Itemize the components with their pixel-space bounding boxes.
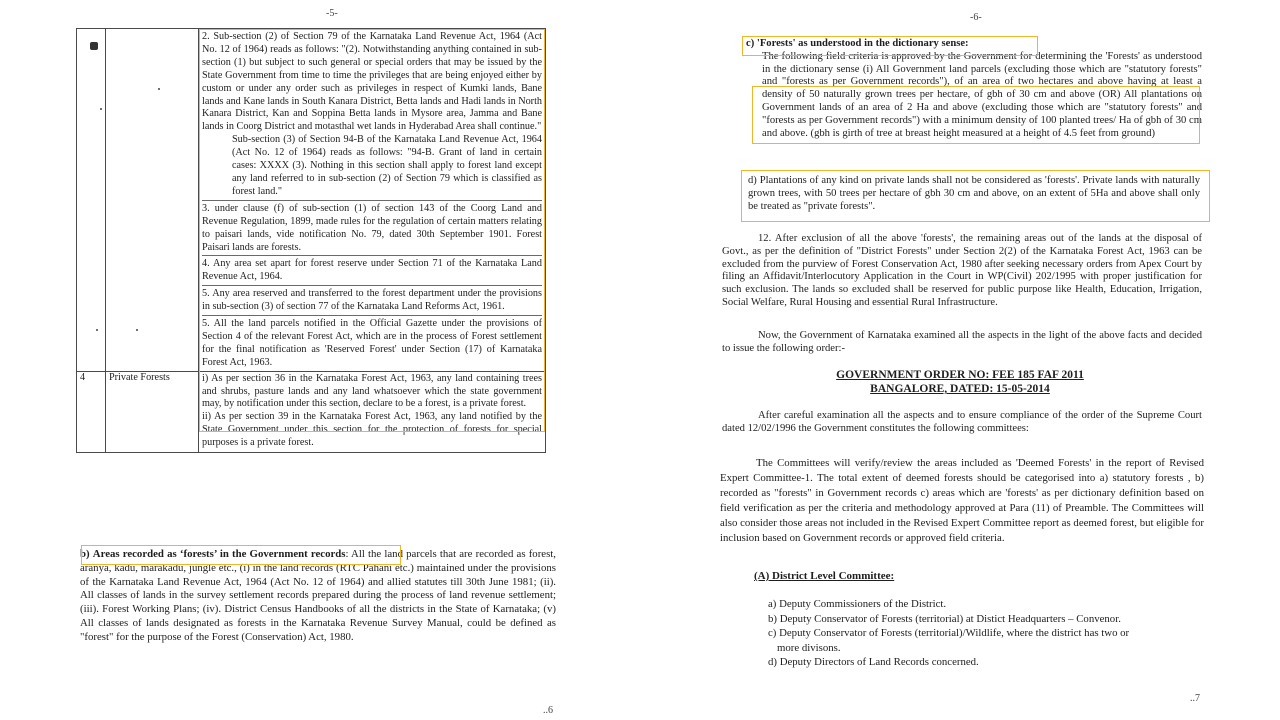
- committee-member-list: [768, 597, 1208, 670]
- section-heading: Areas recorded as ‘forests’ in the Government records: [92, 548, 346, 560]
- continuation-mark: ..7: [1190, 693, 1200, 704]
- list-item: a) Deputy Commissioners of the District.: [768, 598, 947, 610]
- list-item: 5. Any area reserved and transferred to the forest department under the provisions in sub-section (3) of section 77 of the Karnataka Land Reforms Act, 1961.: [202, 286, 542, 316]
- table-cell-number: 4: [77, 371, 106, 452]
- list-item: 5. All the land parcels notified in the Official Gazette under the provisions of Section 4 of the relevant Forest Act, which are in the process of Forest settlement for the final notification as 'Reserved Forest' under Section (17) of Karnataka Forest Act, 1963.: [202, 318, 542, 368]
- order-place-date: BANGALORE, DATED: 15-05-2014: [870, 383, 1050, 395]
- section-heading: c) 'Forests' as understood in the dictionary sense:: [746, 38, 969, 49]
- table-row: [77, 29, 546, 372]
- section-body: : All the land parcels that are recorded as forest, aranya, kadu, marakadu, jungle etc., (i) in the land records (RTC Pahani etc.) maintained under the provisions of the Karnataka Land Revenue Act, 1964 (Act No. 12 of 1964) and allied statutes till 30th June 1981; (ii). All classes of lands in the survey settlement records prepared during the process of land revenue settlement; (iii). Forest Working Plans; (iv). District Census Handbooks of all the districts in the State of Karnataka; (v) All classes of lands designated as forests in the Karnataka Revenue Survey Manual, could be defined as "forest" for the purpose of the Forest (Conservation) Act, 1980.: [80, 548, 556, 643]
- list-item: 4. Any area set apart for forest reserve under Section 71 of the Karnataka Land Revenue Act, 1964.: [202, 256, 542, 286]
- list-item: d) Deputy Directors of Land Records concerned.: [768, 656, 979, 669]
- section-b-paragraph: [80, 548, 556, 645]
- continuation-mark: ..6: [543, 705, 553, 716]
- section-body: The following field criteria is approved by the Government for determining the 'Forests' as understood in the dictionary sense (i) All Government land parcels (excluding those which are "statutory forests" and "forests as per Government records"), of an area of two hectares and above having at least a density of 50 naturally grown trees per hectare, of gbh of 30 cm and above (OR) All plantations on Government lands of an area of 2 Ha and above (excluding those which are "statutory forests" and "forests as per Government records") with a minimum density of 100 planted trees/ Ha of gbh of 30 cm and above. (gbh is girth of tree at breast height measured at a height of 4.5 feet from ground): [762, 50, 1202, 139]
- paragraph-12: 12. After exclusion of all the above 'forests', the remaining areas out of the lands at the disposal of Govt., as per the definition of "District Forests" under Section 2(2) of the Karnataka Forest Act, 1963 can be excluded from the purview of Forest Conservation Act, 1980 after seeking necessary orders from Apex Court by filing an Affidavit/Interlocutory Application in the Court in WP(Civil) 202/1995 with proper justification for such exclusion. The lands so excluded shall be reserved for public purpose like Health, Education, Irrigation, Social Welfare, Rural Housing and essential Rural Infrastructure.: [722, 233, 1202, 308]
- scan-speck: [90, 42, 98, 50]
- section-c: [746, 38, 1202, 140]
- table-cell-number: [77, 29, 106, 372]
- committee-heading: (A) District Level Committee:: [754, 570, 895, 582]
- scan-speck: [100, 108, 102, 110]
- paragraph-now: Now, the Government of Karnataka examined all the aspects in the light of the above facts and decided to issue the following order:-: [722, 330, 1202, 354]
- table-cell-category: [106, 29, 199, 372]
- list-item: Sub-section (3) of Section 94-B of the Karnataka Land Revenue Act, 1964 (Act No. 12 of 1964) reads as follows: "94-B. Grant of land in certain cases: XXXX (3). Nothing in this section shall apply to forest land except any land referred to in sub-section (2) of Section 79 which is classified as forest land.": [232, 134, 542, 197]
- scan-speck: [158, 88, 160, 90]
- page-number: -6-: [970, 12, 982, 23]
- list-item: ii) As per section 39 in the Karnataka Forest Act, 1963, any land notified by the State Government under this section for the protection of forests for special purposes is a private forest.: [202, 411, 542, 449]
- table-cell-category: Private Forests: [106, 371, 199, 452]
- land-classification-table: [76, 28, 546, 453]
- paragraph-committees: The Committees will verify/review the areas included as 'Deemed Forests' in the report of Revised Expert Committee-1. The total extent of deemed forests should be categorised into a) statutory forests , b) recorded as "forests" in Government records c) areas which are 'forests' as per dictionary definition based on field verification as per the criteria and methodology approved at Para (11) of Preamble. The Committees will also consider those areas not included in the Revised Expert Committee report as deemed forest, but eligible for inclusion based on Government records or approved field criteria.: [720, 457, 1204, 544]
- section-label: b): [80, 548, 90, 560]
- list-item: 3. under clause (f) of sub-section (1) of section 143 of the Coorg Land and Revenue Regulation, 1899, made rules for the regulation of certain matters relating to paisari lands, vide notification No. 79, dated 30th September 1901. Forest Paisari lands are forests.: [202, 201, 542, 257]
- order-number: GOVERNMENT ORDER NO: FEE 185 FAF 2011: [836, 369, 1084, 381]
- scan-speck: [96, 329, 98, 331]
- table-cell-description: [199, 371, 546, 452]
- section-d: d) Plantations of any kind on private lands shall not be considered as 'forests'. Private lands with naturally grown trees, with 50 trees per hectare of gbh 30 cm and above, on an extent of 5Ha and above shall only be treated as "private forests".: [748, 175, 1200, 212]
- table-cell-description: [199, 29, 546, 372]
- scan-speck: [136, 329, 138, 331]
- list-item: c) Deputy Conservator of Forests (territorial)/Wildlife, where the district has two or: [768, 627, 1130, 640]
- list-item: i) As per section 36 in the Karnataka Forest Act, 1963, any land containing trees and shrubs, pasture lands and any land whatsoever which the state government may, by notification under this section, declare to be a forest, is a private forest.: [202, 372, 542, 410]
- table-row: [77, 371, 546, 452]
- list-item: b) Deputy Conservator of Forests (territorial) at Distict Headquarters – Convenor.: [768, 612, 1121, 625]
- list-item: 2. Sub-section (2) of Section 79 of the Karnataka Land Revenue Act, 1964 (Act No. 12 of 1964) reads as follows: "(2). Notwithstanding anything contained in sub-section (1) but subject to such general or special orders that may be issued by the State Government from time to time the privileges that are being enjoyed either by custom or under any order such as privileges in respect of Kumki lands, Bane lands and Kane lands in South Kanara District, Betta lands and Hadi lands in North Kanara District, Kan and Soppina Betta lands in Mysore area, Jamma and Bane lands in Coorg District and motasthal wet lands in Hyderabad Area shall continue." Sub-section (3) of Section 94-B of the Karnataka Land Revenue Act, 1964 (Act No. 12 of 1964) reads as follows: "94-B. Grant of land in certain cases: XXXX (3). Nothing in this section shall apply to forest land except any land referred to in sub-section (2) of Section 79 which is classified as forest land.": [202, 29, 542, 201]
- page-number: -5-: [326, 8, 338, 19]
- list-item: more divisons.: [777, 641, 841, 654]
- paragraph-after: After careful examination all the aspects and to ensure compliance of the order of the Supreme Court dated 12/02/1996 the Government constitutes the following committees:: [722, 410, 1202, 434]
